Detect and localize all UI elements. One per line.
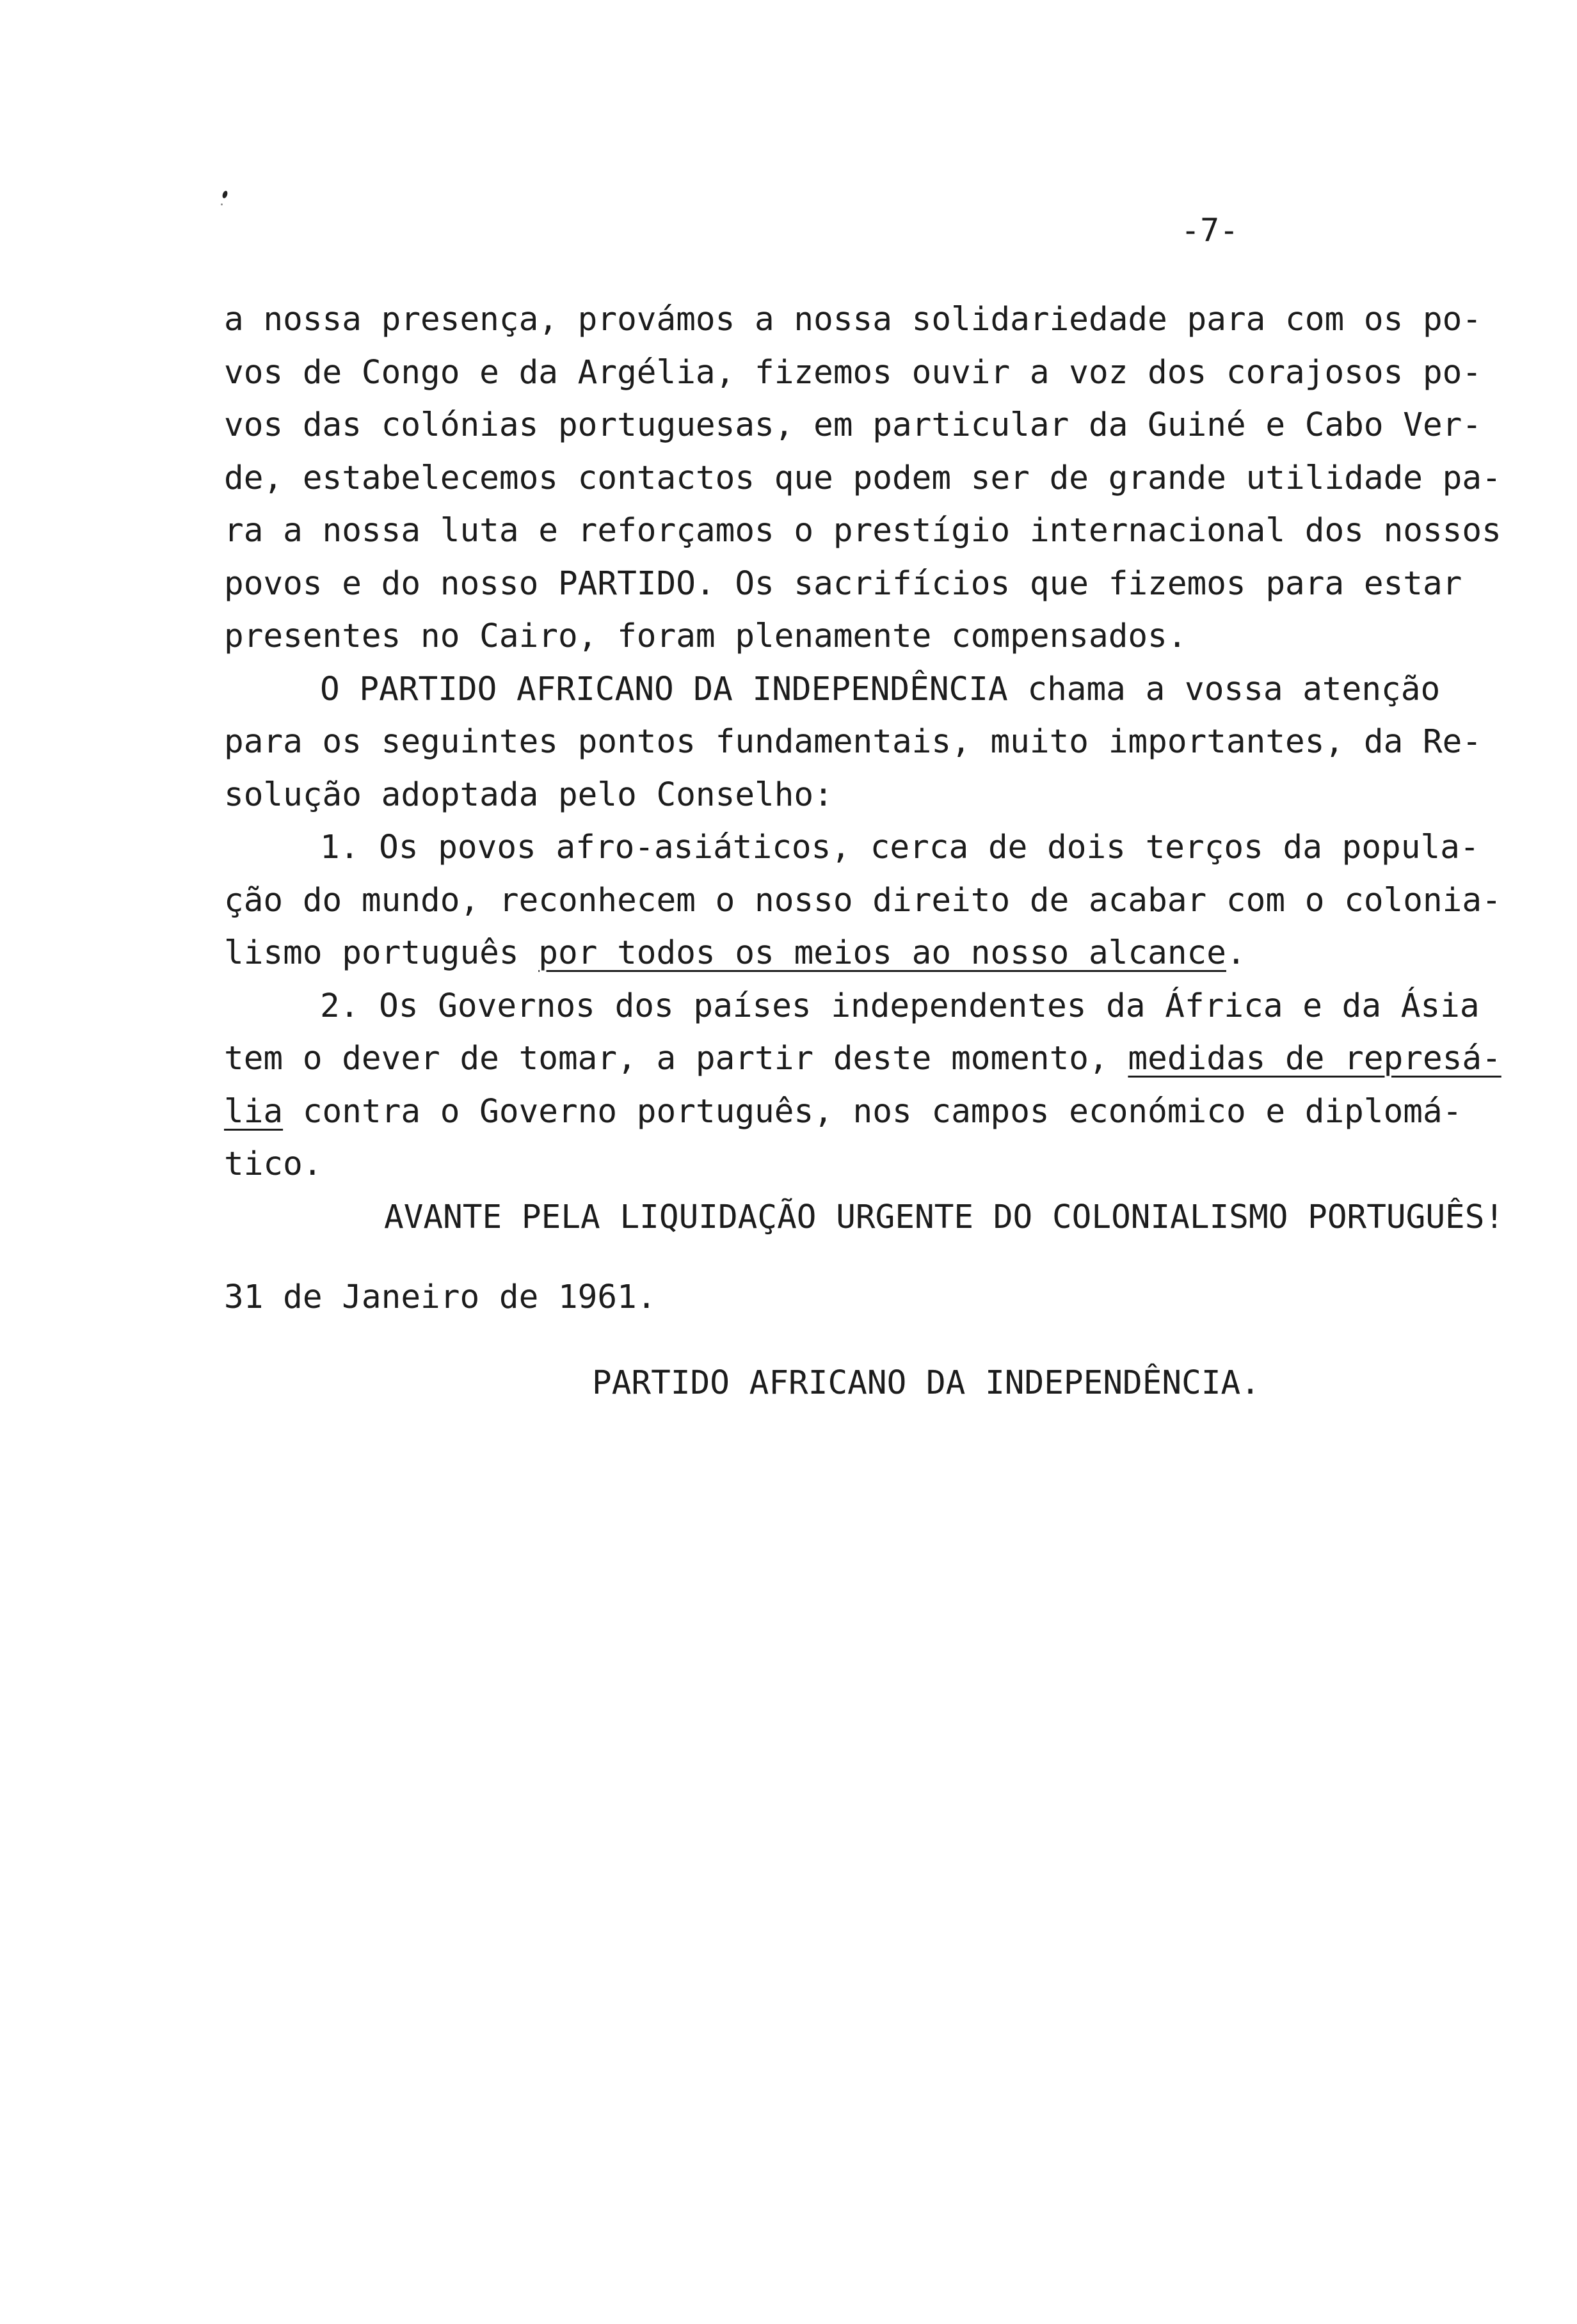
text-line: [320, 986, 1480, 1027]
text-line: [224, 1039, 1501, 1079]
text-segment: de, estabelecemos contactos que podem ser de grande utilidade pa-: [224, 459, 1501, 497]
text-segment: presentes no Cairo, foram plenamente compensados.: [224, 617, 1187, 655]
text-line: [224, 1277, 657, 1318]
text-segment: vos de Congo e da Argélia, fizemos ouvir a voz dos corajosos po-: [224, 354, 1482, 392]
text-segment: .: [1226, 934, 1246, 972]
text-line: [224, 299, 1482, 340]
text-line: [320, 827, 1480, 868]
text-segment: tem o dever de tomar, a partir deste momento,: [224, 1040, 1128, 1078]
text-line: [224, 1092, 1462, 1133]
text-line: [224, 775, 833, 816]
text-segment: solução adoptada pelo Conselho:: [224, 776, 833, 814]
text-segment: povos e do nosso PARTIDO. Os sacrifícios que fizemos para estar: [224, 565, 1462, 603]
text-segment: lismo português: [224, 934, 539, 972]
underlined-text: por todos os meios ao nosso alcance: [538, 934, 1226, 972]
text-segment: para os seguintes pontos fundamentais, muito importantes, da Re-: [224, 723, 1482, 761]
text-segment: 2. Os Governos dos países independentes da África e da Ásia: [320, 987, 1480, 1025]
text-line: [224, 458, 1501, 499]
underlined-text: lia: [224, 1093, 284, 1131]
text-segment: ção do mundo, reconhecem o nosso direito de acabar com o colonia-: [224, 882, 1501, 919]
text-segment: a nossa presença, provámos a nossa solidariedade para com os po-: [224, 301, 1482, 338]
text-line: [592, 1363, 1260, 1404]
text-segment: AVANTE PELA LIQUIDAÇÃO URGENTE DO COLONIALISMO PORTUGUÊS!: [384, 1198, 1505, 1236]
underlined-text: medidas de represá-: [1128, 1040, 1501, 1078]
text-segment: contra o Governo português, nos campos económico e diplomá-: [283, 1093, 1462, 1131]
text-line: [224, 880, 1501, 921]
text-segment: O PARTIDO AFRICANO DA INDEPENDÊNCIA chama a vossa atenção: [320, 671, 1441, 708]
text-line: [224, 405, 1482, 446]
text-line: [224, 353, 1482, 394]
text-line: [320, 669, 1440, 710]
text-segment: 1. Os povos afro-asiáticos, cerca de dois terços da popula-: [320, 829, 1480, 866]
text-segment: PARTIDO AFRICANO DA INDEPENDÊNCIA.: [592, 1364, 1260, 1402]
text-line: [224, 616, 1187, 657]
text-line: [224, 722, 1482, 763]
text-line: [384, 1197, 1504, 1238]
text-segment: ra a nossa luta e reforçamos o prestígio internacional dos nossos: [224, 512, 1501, 550]
page-number: -7-: [1181, 212, 1239, 249]
text-segment: 31 de Janeiro de 1961.: [224, 1278, 657, 1316]
text-segment: vos das colónias portuguesas, em particular da Guiné e Cabo Ver-: [224, 406, 1482, 444]
ink-speck: [221, 190, 228, 199]
text-line: [224, 564, 1462, 605]
text-line: [224, 511, 1501, 552]
text-line: [224, 1144, 323, 1185]
ink-speck: [221, 203, 223, 205]
text-segment: tico.: [224, 1145, 323, 1183]
text-line: [224, 933, 1246, 974]
